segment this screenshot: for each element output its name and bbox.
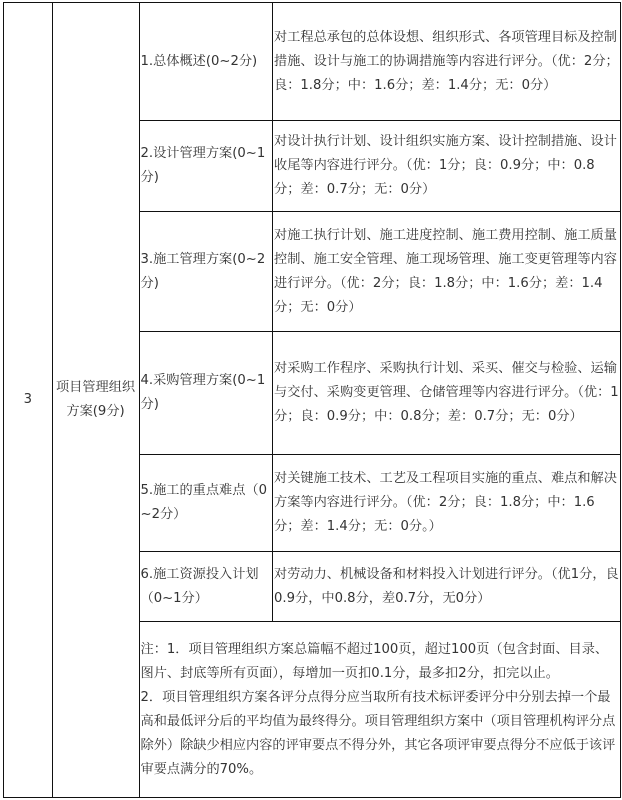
- item-name: 2.设计管理方案(0~1分): [139, 121, 273, 212]
- note-line-2: 2．项目管理组织方案各评分点得分应当取所有技术标评委评分中分别去掉一个最高和最低评分后的平均值为最终得分。项目管理组织方案中（项目管理机构评分点除外）除缺少相应内容的评审要点不得分外，其它各项评审要点得分不应低于该评审要点满分的70%。: [140, 689, 616, 777]
- item-criteria: 对采购工作程序、采购执行计划、采买、催交与检验、运输与交付、采购变更管理、仓储管理等内容进行评分。（优：1分；良：0.9分；中：0.8分；差：0.7分；无：0分）: [273, 332, 621, 455]
- note-cell: [139, 622, 620, 798]
- item-criteria: 对设计执行计划、设计组织实施方案、设计控制措施、设计收尾等内容进行评分。（优：1分；良：0.9分；中：0.8分；差：0.7分；无：0分）: [273, 121, 621, 212]
- item-name: 6.施工资源投入计划（0~1分）: [139, 552, 273, 622]
- section-number: 3: [4, 3, 53, 798]
- item-criteria: 对施工执行计划、施工进度控制、施工费用控制、施工质量控制、施工安全管理、施工现场管理、施工变更管理等内容进行评分。（优：2分；良：1.8分；中：1.6分；差：1.4分；无：0分）: [273, 212, 621, 332]
- item-name: 4.采购管理方案(0~1分): [139, 332, 273, 455]
- item-name: 5.施工的重点难点（0~2分）: [139, 455, 273, 552]
- item-criteria: 对关键施工技术、工艺及工程项目实施的重点、难点和解决方案等内容进行评分。（优：2分；良：1.8分；中：1.6分；差：1.4分；无：0分。）: [273, 455, 621, 552]
- item-criteria: 对工程总承包的总体设想、组织形式、各项管理目标及控制措施、设计与施工的协调措施等内容进行评分。（优：2分；良：1.8分；中：1.6分；差：1.4分；无：0分）: [273, 3, 621, 121]
- item-criteria: 对劳动力、机械设备和材料投入计划进行评分。（优1分，良0.9分，中0.8分，差0.7分，无0分）: [273, 552, 621, 622]
- item-name: 3.施工管理方案(0~2分): [139, 212, 273, 332]
- note-line-1: 注：1．项目管理组织方案总篇幅不超过100页，超过100页（包含封面、目录、图片、封底等所有页面），每增加一页扣0.1分，最多扣2分，扣完以止。: [140, 641, 609, 681]
- section-title: 项目管理组织方案(9分): [52, 3, 139, 798]
- scoring-table: [3, 2, 621, 798]
- table-row: [4, 3, 621, 121]
- item-name: 1.总体概述(0~2分): [139, 3, 273, 121]
